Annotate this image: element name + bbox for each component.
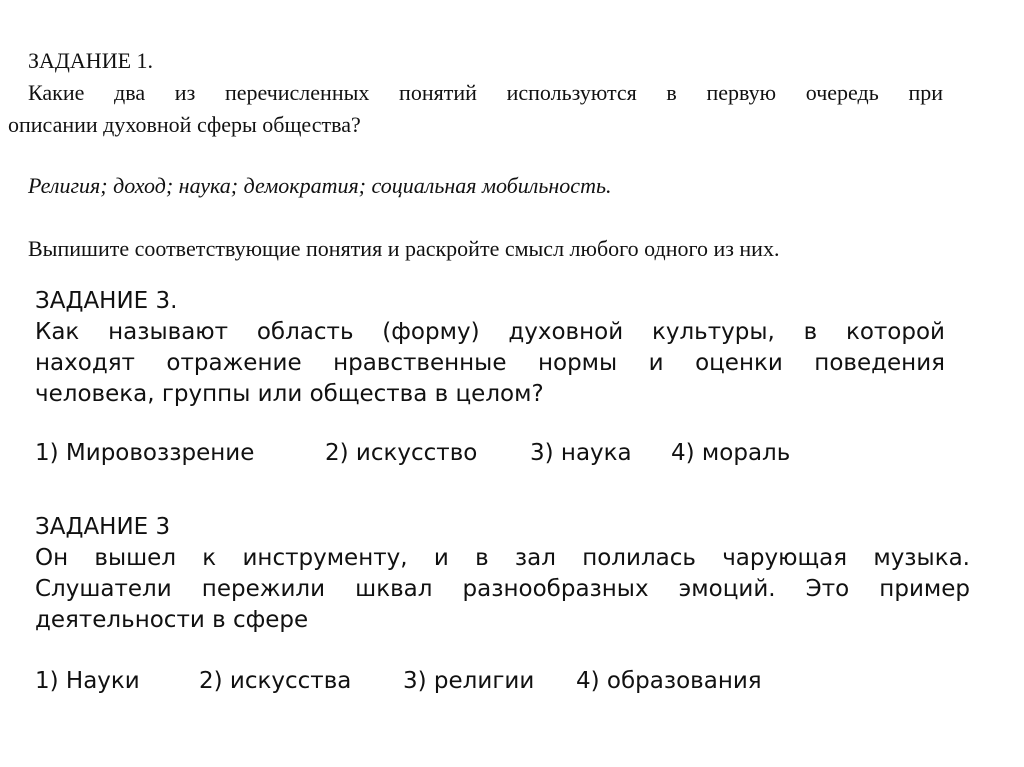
task-3b-question-line-2: Слушатели пережили шквал разнообразных эмоций. Это пример [35,576,970,602]
task-3b-option-2: 2) искусства [199,668,352,694]
task-3a-question-line-3: человека, группы или общества в целом? [35,381,544,407]
task-3b-title: ЗАДАНИЕ 3 [35,514,171,540]
task-3b-option-1: 1) Науки [35,668,140,694]
task-3a-option-1: 1) Мировоззрение [35,440,255,466]
task-3a-title: ЗАДАНИЕ 3. [35,288,178,314]
task-3a-question-line-2: находят отражение нравственные нормы и оценки поведения [35,350,945,376]
task-3a [35,286,945,466]
task-3b-question-line-3: деятельности в сфере [35,607,309,633]
task-3a-option-2: 2) искусство [325,440,478,466]
task-3b [35,512,970,694]
task-1-question-line-2: описании духовной сферы общества? [8,112,361,137]
task-3b-option-4: 4) образования [576,668,762,694]
task-3a-options [35,438,790,469]
task-3a-option-3: 3) наука [530,440,632,466]
task-3a-question-line-1: Как называют область (форму) духовной культуры, в которой [35,319,945,345]
task-3a-option-4: 4) мораль [671,440,791,466]
task-1-question-line-1: Какие два из перечисленных понятий используются в первую очередь при [28,80,943,105]
task-1-terms: Религия; доход; наука; демократия; социальная мобильность. [28,173,612,198]
task-3b-options [35,666,762,697]
task-1-instruction: Выпишите соответствующие понятия и раскройте смысл любого одного из них. [28,236,780,261]
task-3b-question-line-1: Он вышел к инструменту, и в зал полилась чарующая музыка. [35,545,970,571]
task-1-title: ЗАДАНИЕ 1. [28,48,154,73]
task-3b-option-3: 3) религии [403,668,535,694]
